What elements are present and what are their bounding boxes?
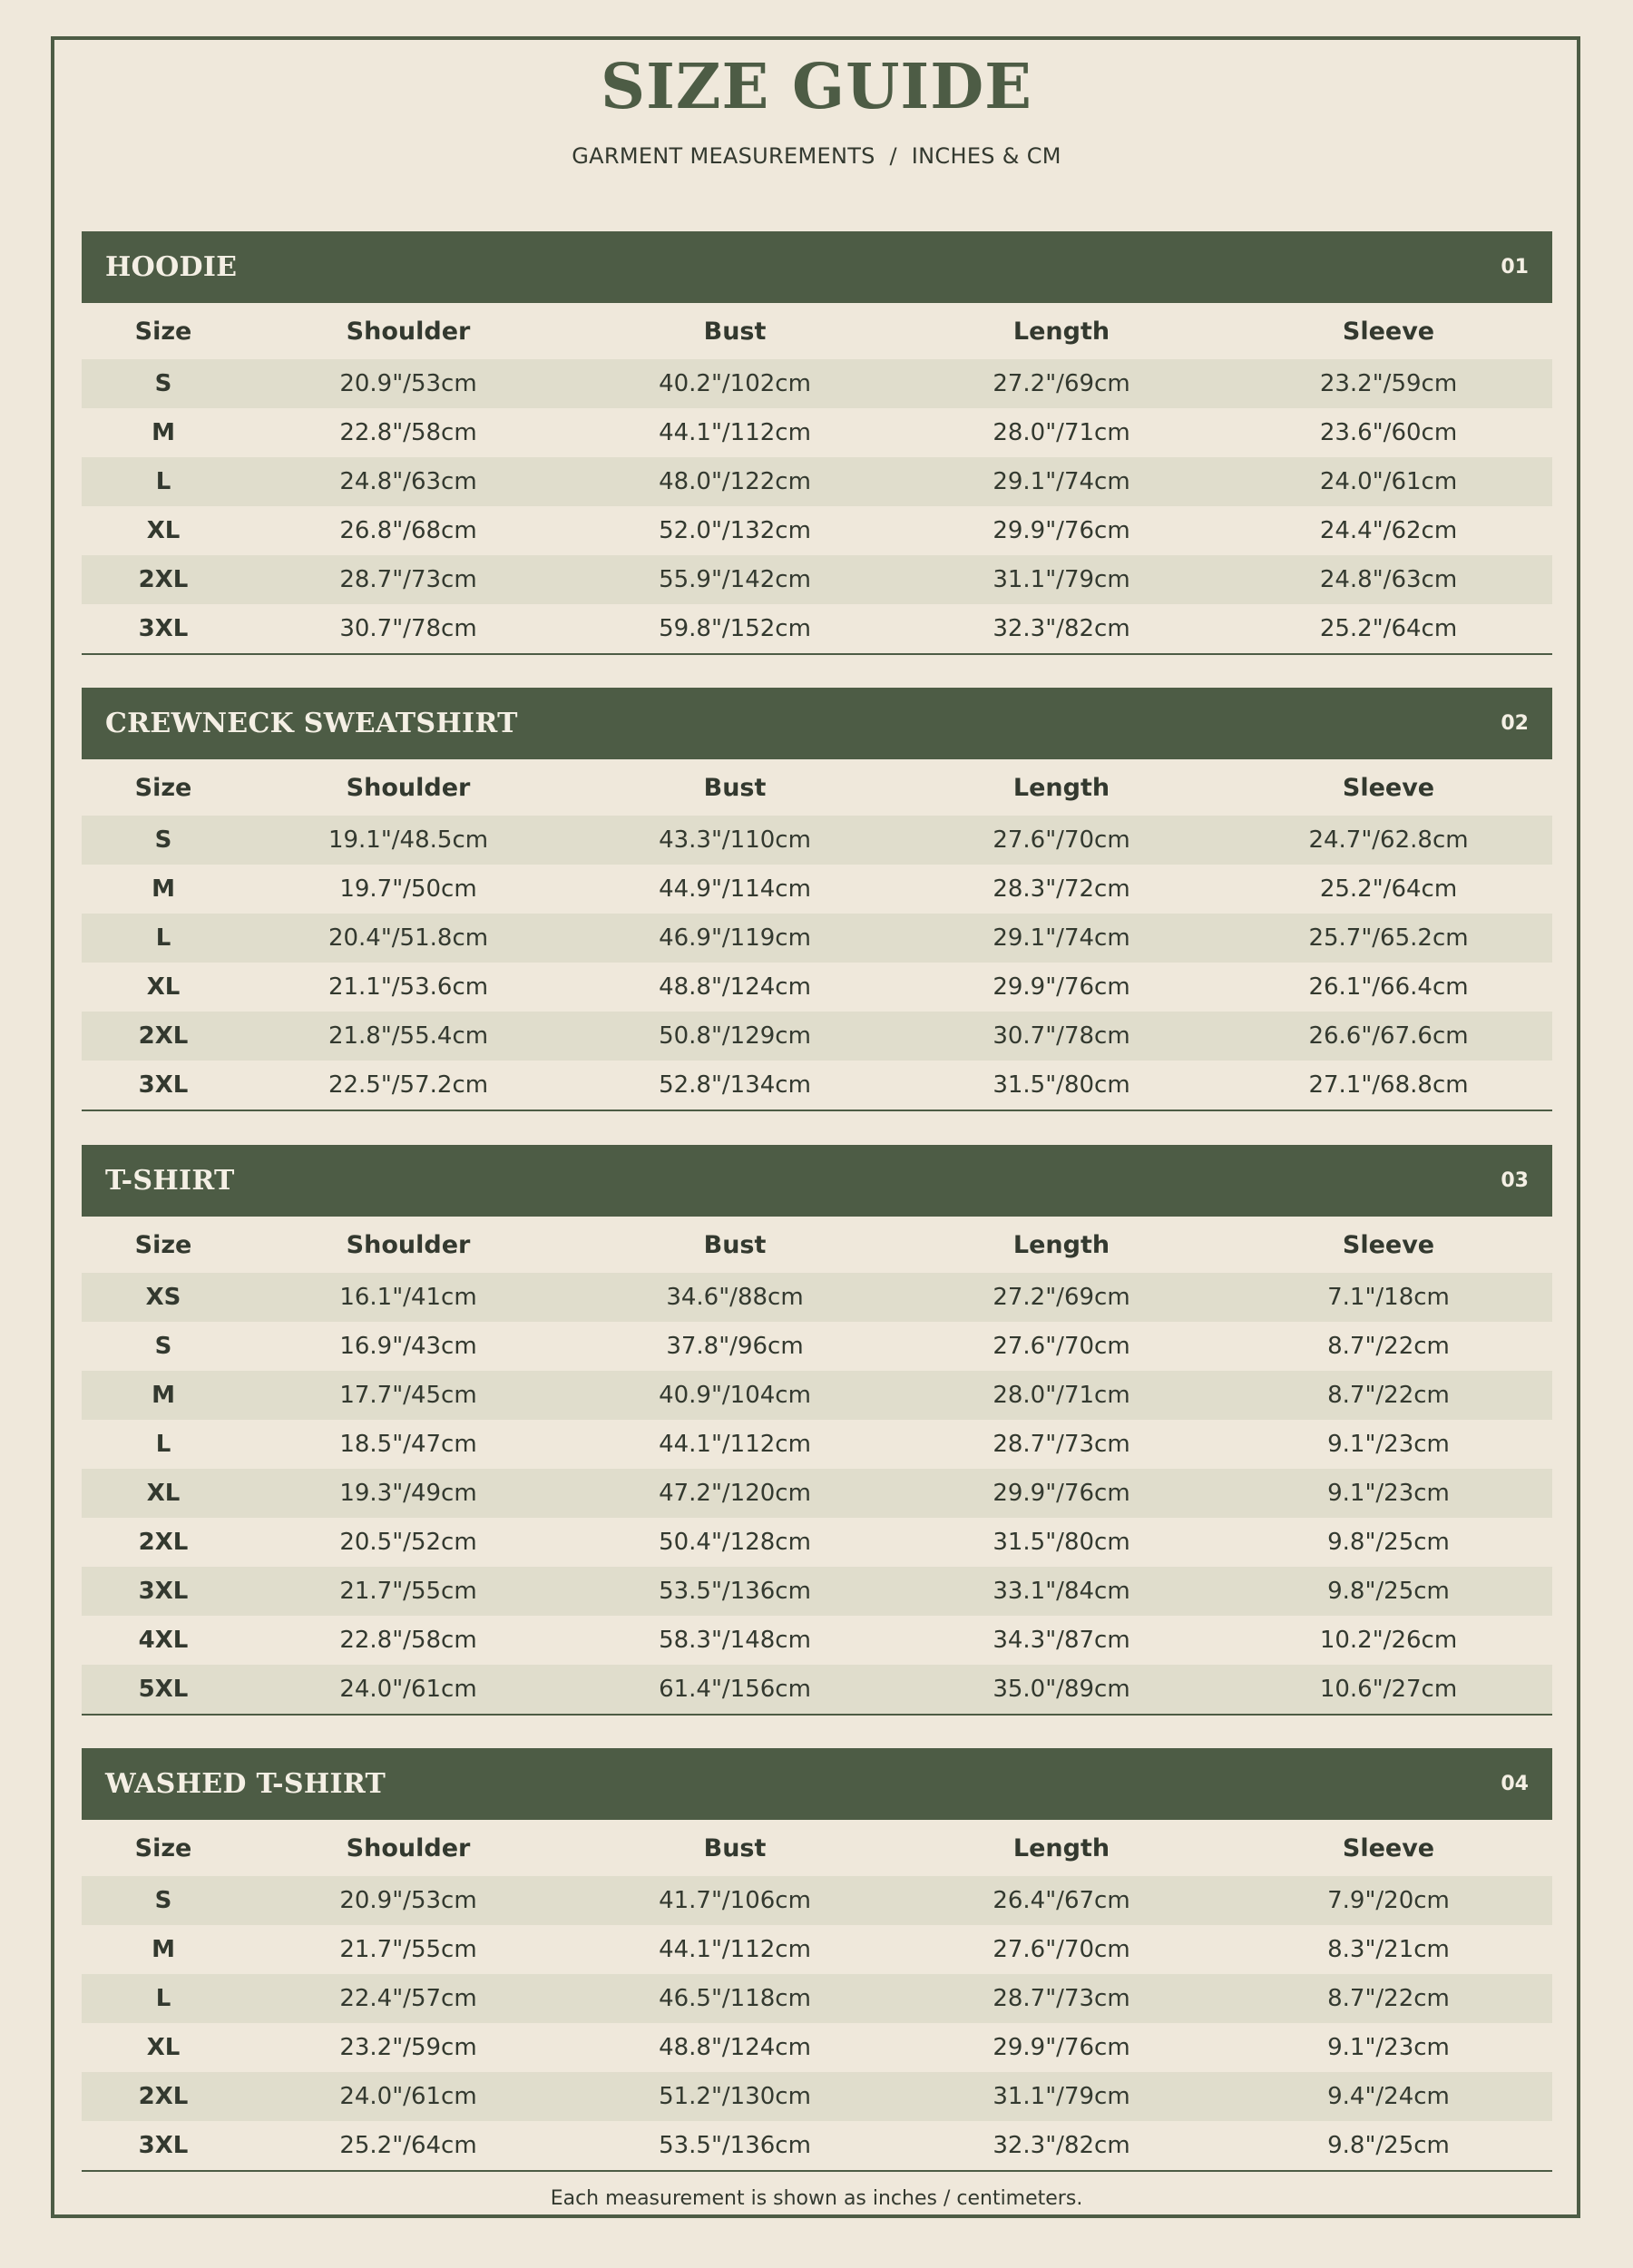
measurement-cell: 25.2"/64cm	[1319, 615, 1458, 642]
table-row	[82, 1876, 1552, 1925]
measurement-cell: 30.7"/78cm	[993, 1022, 1130, 1050]
measurement-cell: 20.5"/52cm	[339, 1529, 477, 1556]
section-number: 03	[1501, 1169, 1529, 1192]
table-row	[82, 359, 1552, 408]
column-header: Bust	[703, 317, 767, 346]
measurement-cell: 53.5"/136cm	[659, 1578, 811, 1605]
measurement-cell: 28.0"/71cm	[993, 1382, 1130, 1409]
size-cell: 2XL	[138, 1529, 189, 1556]
section-title: HOODIE	[105, 251, 238, 283]
measurement-cell: 22.8"/58cm	[339, 419, 477, 446]
column-header: Size	[134, 317, 192, 346]
measurement-cell: 48.8"/124cm	[659, 973, 811, 1001]
table-row	[82, 506, 1552, 555]
table-row	[82, 2023, 1552, 2072]
measurement-cell: 51.2"/130cm	[659, 2083, 811, 2110]
measurement-cell: 8.7"/22cm	[1327, 1985, 1450, 2012]
size-cell: 4XL	[138, 1627, 189, 1654]
table-row	[82, 963, 1552, 1012]
size-cell: M	[152, 419, 175, 446]
size-cell: M	[152, 1936, 175, 1963]
size-cell: 2XL	[138, 1022, 189, 1050]
measurement-cell: 9.1"/23cm	[1327, 1431, 1450, 1458]
measurement-cell: 46.9"/119cm	[659, 924, 811, 952]
measurement-cell: 9.8"/25cm	[1327, 1578, 1450, 1605]
measurement-cell: 29.9"/76cm	[993, 2034, 1130, 2061]
size-cell: 3XL	[138, 615, 189, 642]
measurement-cell: 24.8"/63cm	[1319, 566, 1458, 593]
section-title: CREWNECK SWEATSHIRT	[105, 708, 518, 739]
measurement-cell: 16.9"/43cm	[339, 1333, 477, 1360]
section-header	[82, 231, 1552, 303]
size-cell: XL	[146, 973, 181, 1001]
measurement-cell: 22.8"/58cm	[339, 1627, 477, 1654]
measurement-cell: 24.0"/61cm	[339, 2083, 477, 2110]
measurement-cell: 41.7"/106cm	[659, 1887, 811, 1914]
section-title: WASHED T-SHIRT	[105, 1768, 386, 1800]
column-header: Length	[1012, 773, 1110, 802]
size-cell: 2XL	[138, 2083, 189, 2110]
table-row	[82, 1665, 1552, 1714]
measurement-cell: 24.8"/63cm	[339, 468, 477, 495]
measurement-cell: 30.7"/78cm	[339, 615, 477, 642]
table-row	[82, 1322, 1552, 1371]
table-row	[82, 1974, 1552, 2023]
measurement-cell: 27.2"/69cm	[993, 370, 1130, 397]
size-table-section	[82, 1748, 1552, 2172]
measurement-cell: 29.1"/74cm	[993, 924, 1130, 952]
measurement-cell: 26.6"/67.6cm	[1308, 1022, 1469, 1050]
column-header: Bust	[703, 773, 767, 802]
measurement-cell: 24.7"/62.8cm	[1308, 826, 1469, 854]
measurement-cell: 29.1"/74cm	[993, 468, 1130, 495]
table-row	[82, 1567, 1552, 1616]
measurement-cell: 21.7"/55cm	[339, 1578, 477, 1605]
footnote: Each measurement is shown as inches / centimeters.	[550, 2187, 1083, 2210]
section-number: 02	[1501, 712, 1529, 735]
measurement-cell: 52.0"/132cm	[659, 517, 811, 544]
measurement-cell: 23.6"/60cm	[1319, 419, 1458, 446]
measurement-cell: 31.1"/79cm	[993, 2083, 1130, 2110]
size-cell: L	[155, 468, 171, 495]
table-row	[82, 457, 1552, 506]
measurement-cell: 25.2"/64cm	[1319, 875, 1458, 903]
measurement-cell: 7.9"/20cm	[1327, 1887, 1450, 1914]
measurement-cell: 28.7"/73cm	[993, 1985, 1130, 2012]
size-cell: XL	[146, 2034, 181, 2061]
table-header-row	[82, 1820, 1552, 1876]
measurement-cell: 27.6"/70cm	[993, 1333, 1130, 1360]
size-table-section	[82, 231, 1552, 655]
measurement-cell: 26.8"/68cm	[339, 517, 477, 544]
section-title: T-SHIRT	[105, 1165, 235, 1197]
measurement-cell: 17.7"/45cm	[339, 1382, 477, 1409]
column-header: Shoulder	[346, 1230, 471, 1259]
table-row	[82, 1012, 1552, 1061]
measurement-cell: 48.0"/122cm	[659, 468, 811, 495]
measurement-cell: 10.2"/26cm	[1319, 1627, 1458, 1654]
measurement-cell: 24.4"/62cm	[1319, 517, 1458, 544]
size-cell: S	[154, 1887, 172, 1914]
size-cell: S	[154, 370, 172, 397]
measurement-cell: 40.9"/104cm	[659, 1382, 811, 1409]
measurement-cell: 44.1"/112cm	[659, 419, 811, 446]
section-header	[82, 1748, 1552, 1820]
measurement-cell: 19.3"/49cm	[339, 1480, 477, 1507]
measurement-cell: 20.9"/53cm	[339, 1887, 477, 1914]
measurement-cell: 50.4"/128cm	[659, 1529, 811, 1556]
column-header: Shoulder	[346, 773, 471, 802]
measurement-cell: 8.7"/22cm	[1327, 1333, 1450, 1360]
measurement-cell: 26.1"/66.4cm	[1308, 973, 1469, 1001]
size-cell: L	[155, 1985, 171, 2012]
measurement-cell: 27.6"/70cm	[993, 826, 1130, 854]
size-cell: 3XL	[138, 1071, 189, 1099]
table-body	[82, 359, 1552, 655]
measurement-cell: 50.8"/129cm	[659, 1022, 811, 1050]
table-row	[82, 1371, 1552, 1420]
column-header: Sleeve	[1342, 317, 1435, 346]
measurement-cell: 20.4"/51.8cm	[328, 924, 489, 952]
table-row	[82, 1925, 1552, 1974]
measurement-cell: 32.3"/82cm	[993, 615, 1130, 642]
column-header: Sleeve	[1342, 1230, 1435, 1259]
size-cell: L	[155, 1431, 171, 1458]
measurement-cell: 31.5"/80cm	[993, 1529, 1130, 1556]
table-row	[82, 408, 1552, 457]
measurement-cell: 27.2"/69cm	[993, 1284, 1130, 1311]
measurement-cell: 52.8"/134cm	[659, 1071, 811, 1099]
table-row	[82, 1420, 1552, 1469]
measurement-cell: 29.9"/76cm	[993, 1480, 1130, 1507]
size-cell: S	[154, 1333, 172, 1360]
column-header: Size	[134, 773, 192, 802]
measurement-cell: 34.3"/87cm	[993, 1627, 1130, 1654]
measurement-cell: 27.6"/70cm	[993, 1936, 1130, 1963]
table-body	[82, 816, 1552, 1111]
table-header-row	[82, 303, 1552, 359]
column-header: Length	[1012, 1833, 1110, 1862]
measurement-cell: 29.9"/76cm	[993, 973, 1130, 1001]
measurement-cell: 9.8"/25cm	[1327, 1529, 1450, 1556]
column-header: Size	[134, 1230, 192, 1259]
size-cell: XS	[145, 1284, 181, 1311]
measurement-cell: 28.3"/72cm	[993, 875, 1130, 903]
measurement-cell: 55.9"/142cm	[659, 566, 811, 593]
measurement-cell: 8.7"/22cm	[1327, 1382, 1450, 1409]
measurement-cell: 37.8"/96cm	[666, 1333, 804, 1360]
section-number: 04	[1501, 1773, 1529, 1795]
size-cell: L	[155, 924, 171, 952]
table-row	[82, 816, 1552, 865]
table-row	[82, 865, 1552, 914]
measurement-cell: 18.5"/47cm	[339, 1431, 477, 1458]
measurement-cell: 8.3"/21cm	[1327, 1936, 1450, 1963]
measurement-cell: 23.2"/59cm	[1319, 370, 1458, 397]
measurement-cell: 48.8"/124cm	[659, 2034, 811, 2061]
measurement-cell: 28.7"/73cm	[339, 566, 477, 593]
column-header: Sleeve	[1342, 773, 1435, 802]
page-subtitle: GARMENT MEASUREMENTS / INCHES & CM	[572, 143, 1061, 169]
column-header: Bust	[703, 1230, 767, 1259]
measurement-cell: 21.8"/55.4cm	[328, 1022, 489, 1050]
column-header: Sleeve	[1342, 1833, 1435, 1862]
measurement-cell: 9.4"/24cm	[1327, 2083, 1450, 2110]
measurement-cell: 46.5"/118cm	[659, 1985, 811, 2012]
measurement-cell: 25.7"/65.2cm	[1308, 924, 1469, 952]
measurement-cell: 25.2"/64cm	[339, 2132, 477, 2159]
column-header: Size	[134, 1833, 192, 1862]
measurement-cell: 23.2"/59cm	[339, 2034, 477, 2061]
measurement-cell: 31.1"/79cm	[993, 566, 1130, 593]
size-table-section	[82, 1145, 1552, 1716]
measurement-cell: 9.1"/23cm	[1327, 1480, 1450, 1507]
measurement-cell: 28.0"/71cm	[993, 419, 1130, 446]
measurement-cell: 24.0"/61cm	[1319, 468, 1458, 495]
column-header: Shoulder	[346, 1833, 471, 1862]
size-cell: 3XL	[138, 2132, 189, 2159]
table-row	[82, 1469, 1552, 1518]
table-row	[82, 1273, 1552, 1322]
measurement-cell: 10.6"/27cm	[1319, 1676, 1458, 1703]
measurement-cell: 34.6"/88cm	[666, 1284, 804, 1311]
measurement-cell: 59.8"/152cm	[659, 615, 811, 642]
table-row	[82, 914, 1552, 963]
section-header	[82, 1145, 1552, 1217]
table-body	[82, 1273, 1552, 1716]
measurement-cell: 29.9"/76cm	[993, 517, 1130, 544]
measurement-cell: 7.1"/18cm	[1327, 1284, 1450, 1311]
measurement-cell: 44.1"/112cm	[659, 1936, 811, 1963]
column-header: Length	[1012, 317, 1110, 346]
size-cell: 2XL	[138, 566, 189, 593]
measurement-cell: 26.4"/67cm	[993, 1887, 1130, 1914]
measurement-cell: 21.1"/53.6cm	[328, 973, 489, 1001]
measurement-cell: 44.9"/114cm	[659, 875, 811, 903]
size-cell: XL	[146, 1480, 181, 1507]
measurement-cell: 40.2"/102cm	[659, 370, 811, 397]
measurement-cell: 47.2"/120cm	[659, 1480, 811, 1507]
measurement-cell: 43.3"/110cm	[659, 826, 811, 854]
size-cell: 5XL	[138, 1676, 189, 1703]
size-cell: S	[154, 826, 172, 854]
table-header-row	[82, 759, 1552, 816]
size-cell: M	[152, 875, 175, 903]
table-header-row	[82, 1217, 1552, 1273]
section-header	[82, 688, 1552, 759]
size-table-section	[82, 688, 1552, 1111]
measurement-cell: 53.5"/136cm	[659, 2132, 811, 2159]
measurement-cell: 28.7"/73cm	[993, 1431, 1130, 1458]
table-body	[82, 1876, 1552, 2172]
measurement-cell: 32.3"/82cm	[993, 2132, 1130, 2159]
measurement-cell: 22.4"/57cm	[339, 1985, 477, 2012]
column-header: Bust	[703, 1833, 767, 1862]
table-row	[82, 555, 1552, 604]
measurement-cell: 35.0"/89cm	[993, 1676, 1130, 1703]
measurement-cell: 9.8"/25cm	[1327, 2132, 1450, 2159]
measurement-cell: 24.0"/61cm	[339, 1676, 477, 1703]
measurement-cell: 19.7"/50cm	[339, 875, 477, 903]
table-row	[82, 2072, 1552, 2121]
measurement-cell: 22.5"/57.2cm	[328, 1071, 489, 1099]
measurement-cell: 16.1"/41cm	[339, 1284, 477, 1311]
measurement-cell: 19.1"/48.5cm	[328, 826, 489, 854]
table-row	[82, 2121, 1552, 2170]
measurement-cell: 27.1"/68.8cm	[1308, 1071, 1469, 1099]
page-title: SIZE GUIDE	[600, 51, 1033, 123]
size-cell: M	[152, 1382, 175, 1409]
measurement-cell: 9.1"/23cm	[1327, 2034, 1450, 2061]
table-row	[82, 604, 1552, 653]
measurement-cell: 21.7"/55cm	[339, 1936, 477, 1963]
measurement-cell: 33.1"/84cm	[993, 1578, 1130, 1605]
measurement-cell: 58.3"/148cm	[659, 1627, 811, 1654]
measurement-cell: 31.5"/80cm	[993, 1071, 1130, 1099]
size-cell: XL	[146, 517, 181, 544]
table-row	[82, 1518, 1552, 1567]
column-header: Length	[1012, 1230, 1110, 1259]
table-row	[82, 1061, 1552, 1110]
section-number: 01	[1501, 256, 1529, 279]
measurement-cell: 61.4"/156cm	[659, 1676, 811, 1703]
measurement-cell: 44.1"/112cm	[659, 1431, 811, 1458]
size-cell: 3XL	[138, 1578, 189, 1605]
table-row	[82, 1616, 1552, 1665]
column-header: Shoulder	[346, 317, 471, 346]
measurement-cell: 20.9"/53cm	[339, 370, 477, 397]
